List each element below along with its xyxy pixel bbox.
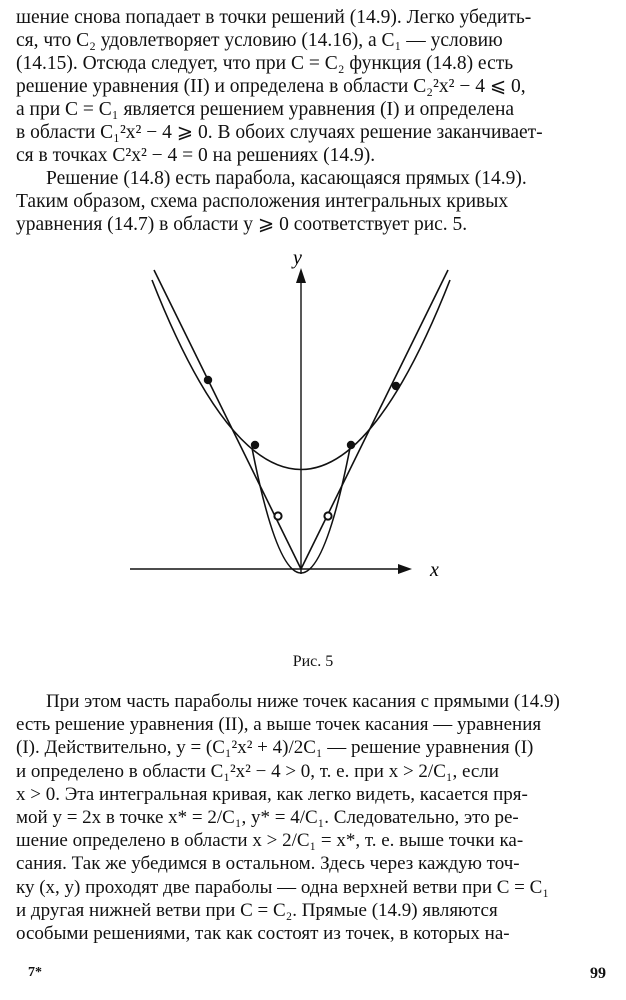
text-line: шение снова попадает в точки решений (14.9). Легко убедить- bbox=[16, 7, 532, 28]
text-line: При этом часть параболы ниже точек касания с прямыми (14.9) bbox=[46, 691, 560, 712]
text-line: сания. Так же убедимся в остальном. Здесь через каждую точ- bbox=[16, 853, 520, 875]
text-line: есть решение уравнения (II), а выше точек касания — уравнения bbox=[16, 714, 542, 736]
figure-caption: Рис. 5 bbox=[292, 653, 334, 670]
x-axis-label: x bbox=[430, 559, 439, 581]
intersection-point bbox=[251, 441, 259, 449]
text-line: (14.15). Отсюда следует, что при C = C₂ функция (14.8) есть bbox=[16, 53, 514, 74]
text-line: x > 0. Эта интегральная кривая, как легко видеть, касается пря- bbox=[16, 783, 528, 805]
bottom-text-block bbox=[16, 690, 610, 945]
text-line: ся, что C₂ удовлетворяет условию (14.16), а C₁ — условию bbox=[16, 30, 503, 51]
y-axis-arrow-icon bbox=[296, 268, 306, 283]
tangency-point bbox=[324, 512, 331, 519]
text-line: Решение (14.8) есть парабола, касающаяся прямых (14.9). bbox=[46, 168, 527, 189]
intersection-point bbox=[347, 441, 355, 449]
tangency-point bbox=[392, 382, 400, 390]
text-line: особыми решениями, так как состоят из точек, в которых на- bbox=[16, 923, 510, 945]
page-number: 99 bbox=[590, 965, 606, 982]
tangency-point bbox=[274, 512, 281, 519]
x-axis-arrow-icon bbox=[398, 564, 412, 574]
signature-mark: 7* bbox=[28, 965, 42, 980]
text-line: и определено в области C₁²x² − 4 > 0, т. е. при x > 2/C₁, если bbox=[16, 760, 499, 782]
text-line: а при C = C₁ является решением уравнения (I) и определена bbox=[16, 99, 515, 120]
text-line: и другая нижней ветви при C = C₂. Прямые (14.9) являются bbox=[16, 899, 498, 921]
text-line: в области C₁²x² − 4 ⩾ 0. В обоих случаях решение заканчивает- bbox=[16, 122, 543, 143]
integral-curves-figure bbox=[130, 238, 470, 608]
text-line: ку (x, y) проходят две параболы — одна верхней ветви при C = C₁ bbox=[16, 876, 549, 898]
text-line: Таким образом, схема расположения интегральных кривых bbox=[16, 191, 509, 212]
tangency-point bbox=[204, 376, 212, 384]
y-axis-label: y bbox=[293, 247, 302, 269]
top-text-block bbox=[16, 6, 610, 236]
text-line: решение уравнения (II) и определена в области C₂²x² − 4 ⩽ 0, bbox=[16, 76, 526, 97]
text-line: шение определено в области x > 2/C₁ = x*, т. е. выше точки ка- bbox=[16, 830, 524, 852]
line-left bbox=[154, 270, 301, 569]
text-line: ся в точках C²x² − 4 = 0 на решениях (14.9). bbox=[16, 145, 376, 166]
text-line: уравнения (14.7) в области y ⩾ 0 соответствует рис. 5. bbox=[16, 214, 468, 235]
text-line: (I). Действительно, y = (C₁²x² + 4)/2C₁ — решение уравнения (I) bbox=[16, 737, 534, 759]
text-line: мой y = 2x в точке x* = 2/C₁, y* = 4/C₁. Следовательно, это ре- bbox=[16, 807, 519, 829]
line-right bbox=[301, 270, 448, 569]
